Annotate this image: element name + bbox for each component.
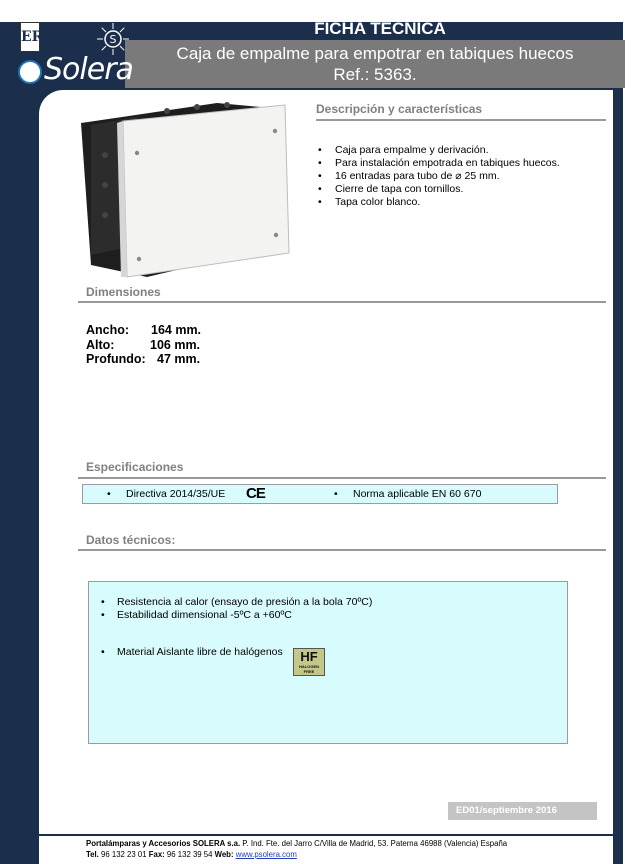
list-item: • Caja para empalme y derivación.: [318, 144, 608, 157]
footer-info: [86, 838, 507, 860]
dimensions-rule: [78, 301, 606, 303]
norm-text: Norma aplicable EN 60 670: [353, 488, 482, 500]
product-subtitle: [125, 43, 625, 85]
dimension-label: Ancho:: [86, 323, 130, 337]
footer-contact-line: [86, 849, 507, 860]
product-reference: Ref.: 5363.: [333, 65, 417, 84]
dimensions-list: [86, 323, 201, 367]
technical-list: [101, 596, 372, 622]
svg-text:S: S: [109, 33, 117, 46]
halogen-free-icon: [293, 648, 325, 676]
dimension-label: Profundo:: [86, 352, 146, 366]
directive-text: Directiva 2014/35/UE: [126, 488, 226, 500]
footer-address-line: [86, 838, 507, 849]
specifications-heading: Especificaciones: [86, 460, 184, 474]
company-name: Portalámparas y Accesorios SOLERA s.a.: [86, 839, 241, 848]
certification-badge: [20, 22, 44, 52]
document-title: FICHA TÉCNICA: [314, 19, 446, 38]
web-label: Web:: [214, 850, 234, 859]
ce-mark-icon: CE: [246, 485, 265, 502]
dimension-row-height: [86, 338, 201, 353]
brand-name: Solera: [44, 52, 133, 87]
technical-data-box: [88, 581, 568, 744]
dimension-value: 164 mm.: [151, 323, 202, 337]
bullet-icon: •: [107, 488, 111, 500]
tel-label: Tel.: [86, 850, 99, 859]
edition-label: ED01/septiembre 2016: [448, 802, 597, 820]
dimensions-heading: Dimensiones: [86, 285, 161, 299]
dimension-value: 47 mm.: [157, 352, 201, 366]
dimension-row-width: [86, 323, 201, 338]
solera-logo: [14, 20, 133, 90]
specifications-rule: [78, 477, 606, 479]
list-item: • 16 entradas para tubo de ⌀ 25 mm.: [318, 170, 608, 183]
material-item: • Material Aislante libre de halógenos: [101, 646, 283, 658]
list-item: • Resistencia al calor (ensayo de presión a la bola 70ºC): [101, 596, 372, 609]
dimension-value: 106 mm.: [150, 337, 201, 352]
tel-number: 96 132 23 01: [98, 850, 149, 859]
badge-label: ER: [21, 29, 44, 45]
website-link[interactable]: www.psolera.com: [235, 850, 297, 859]
fax-number: 96 132 39 54: [164, 850, 215, 859]
bullet-icon: •: [334, 488, 338, 500]
company-address: P. Ind. Fte. del Jarro C/Villa de Madrid, 53. Paterna 46988 (Valencia) España: [240, 839, 508, 848]
technical-heading: Datos técnicos:: [86, 533, 176, 547]
footer-rule: [86, 834, 606, 836]
list-item: • Cierre de tapa con tornillos.: [318, 183, 608, 196]
specifications-box: [82, 484, 558, 504]
description-heading: Descripción y características: [316, 102, 483, 116]
product-name: Caja de empalme para empotrar en tabiques huecos: [176, 44, 574, 63]
hf-sublabel: HALOGEN FREE: [299, 664, 319, 674]
list-item: • Estabilidad dimensional -5ºC a +60ºC: [101, 609, 372, 622]
frame-right-edge: [623, 0, 637, 864]
technical-rule: [78, 549, 606, 551]
description-rule: [316, 119, 606, 121]
feature-list: [318, 144, 608, 209]
list-item: • Para instalación empotrada en tabiques huecos.: [318, 157, 608, 170]
dimension-label: Alto:: [86, 337, 115, 352]
product-photo: [77, 95, 292, 280]
hf-label: HF: [300, 649, 318, 664]
certification-seal-icon: [18, 60, 42, 84]
dimension-row-depth: [86, 352, 201, 367]
list-item: • Tapa color blanco.: [318, 196, 608, 209]
fax-label: Fax:: [148, 850, 165, 859]
